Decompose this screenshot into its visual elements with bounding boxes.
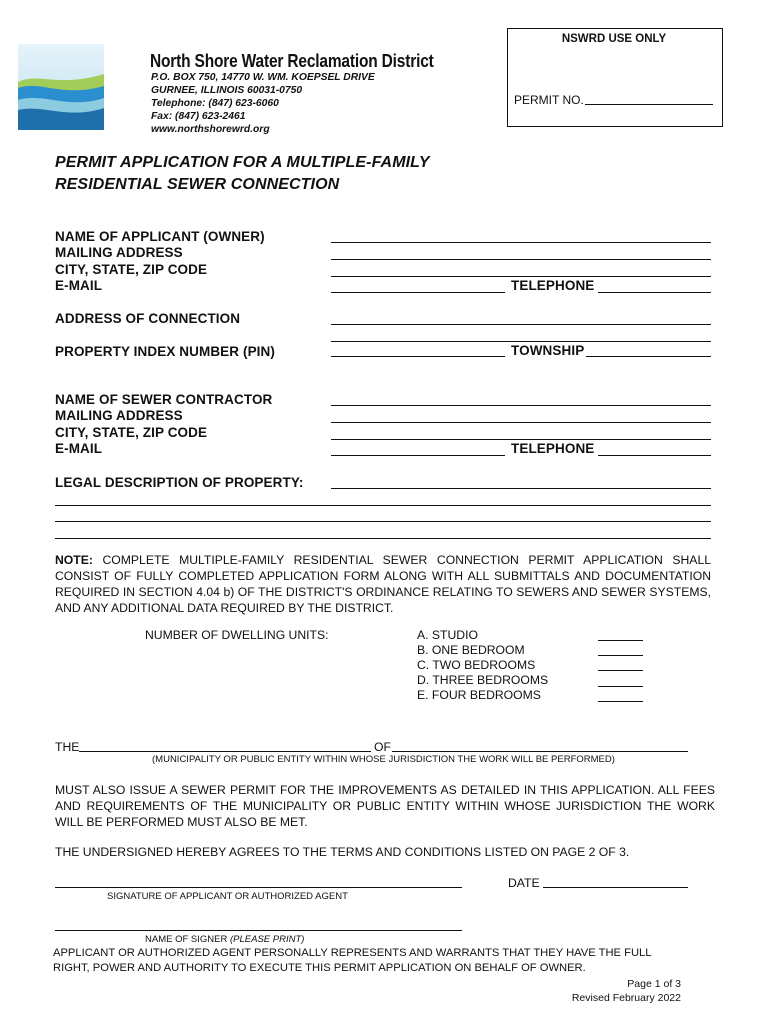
permit-number-field[interactable] (585, 104, 713, 105)
signer-name-caption-note: (PLEASE PRINT) (229, 934, 305, 945)
applicant-email-field[interactable] (331, 292, 505, 293)
unit-two-bedrooms-field[interactable] (598, 670, 643, 671)
contractor-city-field[interactable] (331, 439, 711, 440)
agreement-text: THE UNDERSIGNED HEREBY AGREES TO THE TERMS AND CONDITIONS LISTED ON PAGE 2 OF 3. (55, 845, 630, 859)
unit-studio-label: A. STUDIO (417, 628, 478, 642)
permit-number-label: PERMIT NO. (514, 93, 584, 107)
page-number: Page 1 of 3 (627, 978, 681, 990)
contractor-telephone-field[interactable] (598, 455, 711, 456)
applicant-name-label: NAME OF APPLICANT (OWNER) (55, 229, 265, 244)
contractor-telephone-label: TELEPHONE (511, 441, 595, 456)
contractor-mailing-field[interactable] (331, 422, 711, 423)
connection-address-label: ADDRESS OF CONNECTION (55, 311, 241, 326)
organization-name: North Shore Water Reclamation District (150, 51, 434, 71)
note-paragraph (55, 552, 711, 616)
signature-field[interactable] (55, 887, 462, 888)
pin-label: PROPERTY INDEX NUMBER (PIN) (55, 344, 275, 359)
warranty-line-2: RIGHT, POWER AND AUTHORITY TO EXECUTE THIS PERMIT APPLICATION ON BEHALF OF OWNER. (53, 962, 586, 974)
unit-one-bedroom-label: B. ONE BEDROOM (417, 643, 525, 657)
date-label: DATE (508, 876, 540, 890)
contractor-name-field[interactable] (331, 405, 711, 406)
warranty-line-1: APPLICANT OR AUTHORIZED AGENT PERSONALLY REPRESENTS AND WARRANTS THAT THEY HAVE THE FULL (53, 947, 652, 959)
note-text: COMPLETE MULTIPLE-FAMILY RESIDENTIAL SEWER CONNECTION PERMIT APPLICATION SHALL CONSIST OF FULLY COMPLETED APPLICATION FORM ALONG WITH ALL SUBMITTALS AND DOCUMENTATION REQUIRED IN SECTION 4.04 b) OF THE DISTRICT'S ORDINANCE RELATING TO SEWERS AND SEWER SYSTEMS, AND ANY ADDITIONAL DATA REQUIRED BY THE DISTRICT. (55, 553, 711, 615)
website-line: www.northshorewrd.org (151, 124, 270, 135)
city-line: GURNEE, ILLINOIS 60031-0750 (151, 85, 303, 96)
applicant-telephone-field[interactable] (598, 292, 711, 293)
signer-name-field[interactable] (55, 930, 462, 931)
applicant-name-field[interactable] (331, 242, 711, 243)
wave-logo-icon (18, 44, 104, 130)
unit-three-bedrooms-field[interactable] (598, 686, 643, 687)
township-field[interactable] (586, 356, 711, 357)
connection-address-field[interactable] (331, 324, 711, 325)
unit-three-bedrooms-label: D. THREE BEDROOMS (417, 673, 549, 687)
form-title-line2: RESIDENTIAL SEWER CONNECTION (55, 176, 340, 193)
municipality-paragraph: MUST ALSO ISSUE A SEWER PERMIT FOR THE IMPROVEMENTS AS DETAILED IN THIS APPLICATION. ALL FEES AND REQUIREMENTS OF THE MUNICIPALITY OR PUBLIC ENTITY WITHIN WHOSE JURISDICTION THE WORK WILL BE PERFORMED MUST ALSO BE MET. (55, 783, 715, 829)
applicant-telephone-label: TELEPHONE (511, 278, 595, 293)
contractor-name-label: NAME OF SEWER CONTRACTOR (55, 392, 273, 407)
fax-line: Fax: (847) 623-2461 (151, 111, 246, 122)
applicant-email-label: E-MAIL (55, 278, 103, 293)
signer-name-caption (145, 934, 304, 945)
legal-description-label: LEGAL DESCRIPTION OF PROPERTY: (55, 475, 304, 490)
contractor-mailing-label: MAILING ADDRESS (55, 408, 183, 423)
municipality-of-field[interactable] (392, 751, 688, 752)
township-label: TOWNSHIP (511, 343, 585, 358)
municipality-caption: (MUNICIPALITY OR PUBLIC ENTITY WITHIN WHOSE JURISDICTION THE WORK WILL BE PERFORMED) (152, 754, 615, 765)
applicant-mailing-label: MAILING ADDRESS (55, 245, 183, 260)
the-label: THE (55, 740, 80, 754)
contractor-email-label: E-MAIL (55, 441, 103, 456)
unit-studio-field[interactable] (598, 640, 643, 641)
signer-name-caption-text: NAME OF SIGNER (145, 934, 228, 945)
revised-date: Revised February 2022 (571, 992, 681, 1004)
legal-description-field-3[interactable] (55, 521, 711, 522)
unit-one-bedroom-field[interactable] (598, 655, 643, 656)
unit-four-bedrooms-field[interactable] (598, 701, 643, 702)
unit-four-bedrooms-label: E. FOUR BEDROOMS (417, 688, 541, 702)
legal-description-field-1[interactable] (331, 488, 711, 489)
connection-address-field-2[interactable] (331, 341, 711, 342)
contractor-email-field[interactable] (331, 455, 505, 456)
contractor-city-label: CITY, STATE, ZIP CODE (55, 425, 208, 440)
applicant-city-label: CITY, STATE, ZIP CODE (55, 262, 208, 277)
applicant-mailing-field[interactable] (331, 259, 711, 260)
pin-field[interactable] (331, 356, 505, 357)
office-use-title: NSWRD USE ONLY (561, 33, 667, 45)
unit-two-bedrooms-label: C. TWO BEDROOMS (417, 658, 536, 672)
telephone-line: Telephone: (847) 623-6060 (151, 98, 279, 109)
date-field[interactable] (543, 887, 688, 888)
signature-caption: SIGNATURE OF APPLICANT OR AUTHORIZED AGENT (107, 891, 348, 902)
municipality-name-field[interactable] (79, 751, 371, 752)
applicant-city-field[interactable] (331, 276, 711, 277)
note-prefix: NOTE: (55, 553, 93, 567)
legal-description-field-4[interactable] (55, 538, 711, 539)
legal-description-field-2[interactable] (55, 505, 711, 506)
address-line: P.O. BOX 750, 14770 W. WM. KOEPSEL DRIVE (151, 72, 375, 83)
of-label: OF (374, 740, 391, 754)
district-logo (18, 44, 104, 130)
form-title-line1: PERMIT APPLICATION FOR A MULTIPLE-FAMILY (55, 154, 430, 171)
dwelling-units-label: NUMBER OF DWELLING UNITS: (145, 628, 329, 642)
